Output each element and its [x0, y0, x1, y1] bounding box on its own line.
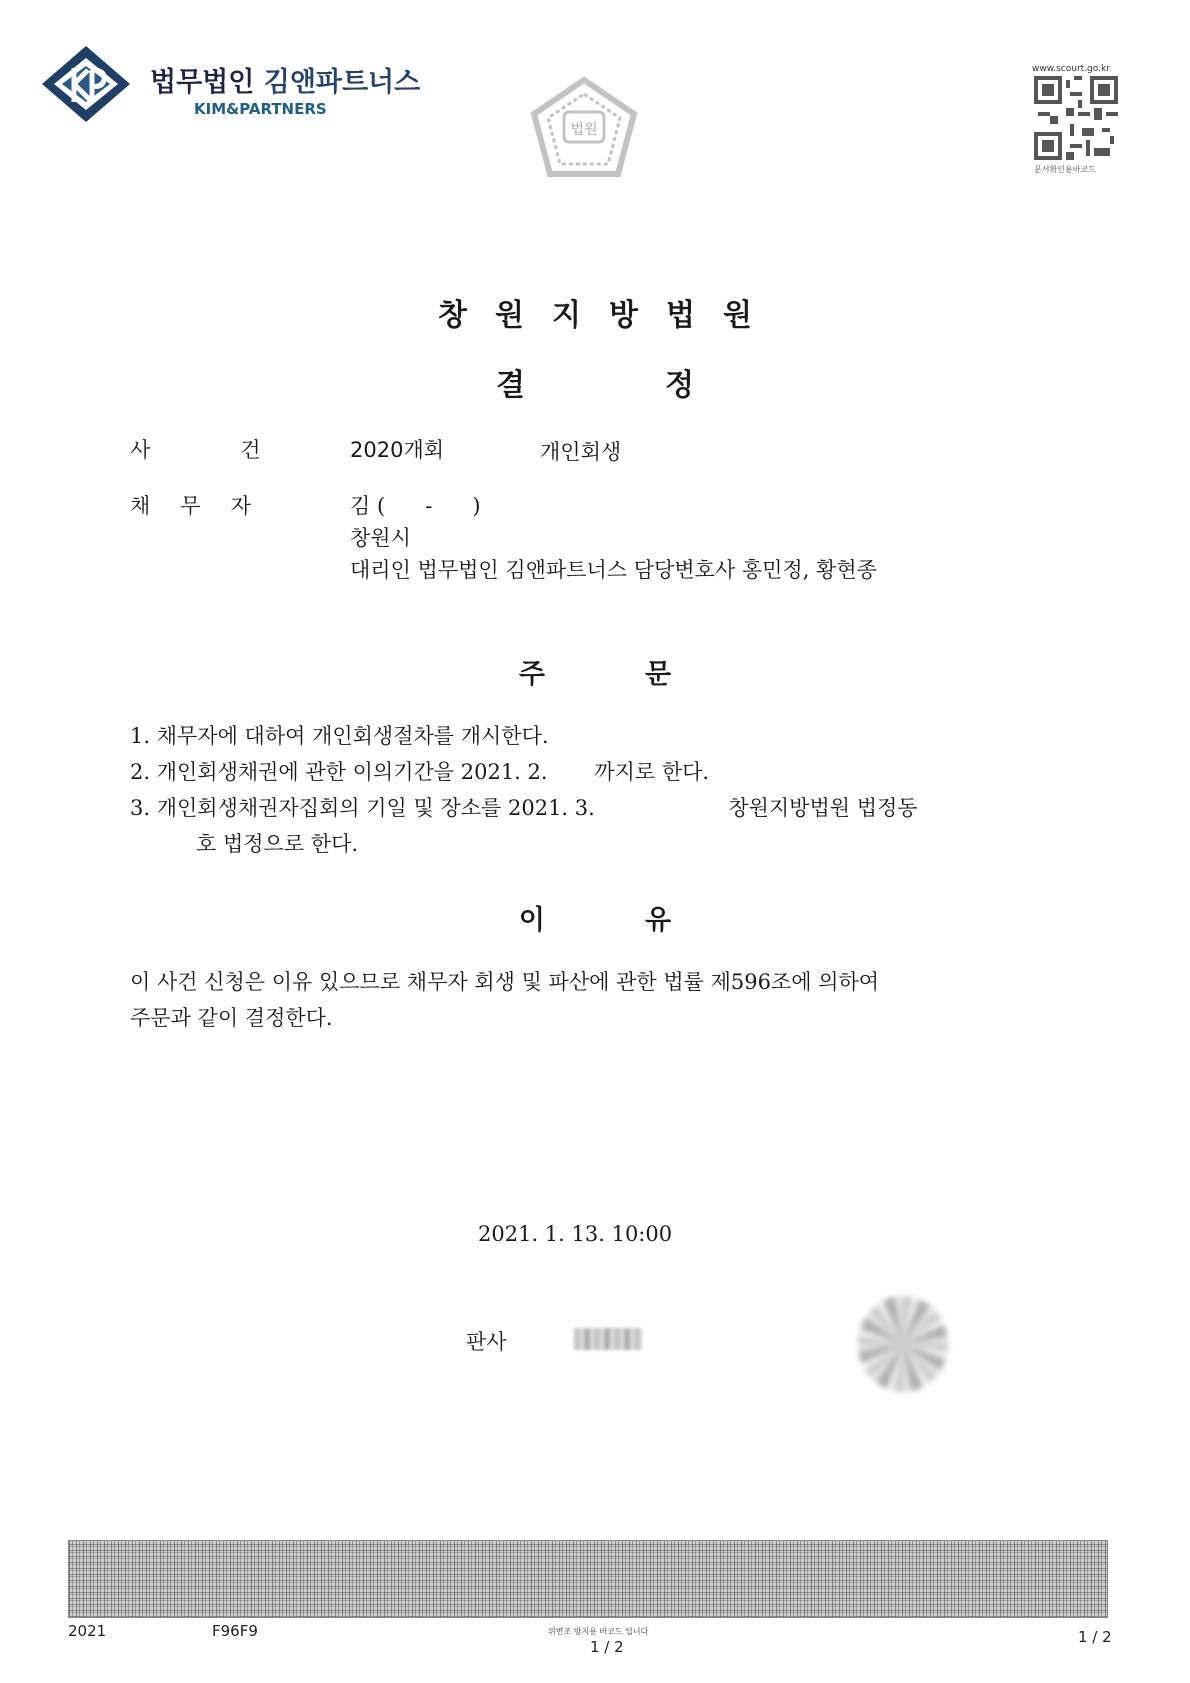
anti-forgery-barcode: [68, 1540, 1108, 1618]
debtor-agent: 대리인 법무법인 김앤파트너스 담당변호사 홍민정, 황현종: [350, 558, 877, 582]
order-item-2: 2. 개인회생채권에 관한 이의기간을 2021. 2. 까지로 한다.: [130, 760, 710, 784]
document-title: 결정: [496, 368, 834, 403]
law-firm-prefix: 법무법인: [150, 67, 255, 98]
case-label-last-char: 건: [240, 438, 261, 462]
verification-url: www.scourt.go.kr: [1032, 64, 1110, 74]
footer-document-code: F96F9: [212, 1622, 258, 1640]
order-item-3: 3. 개인회생채권자집회의 기일 및 장소를 2021. 3. 창원지방법원 법정동: [130, 796, 918, 820]
footer-page-number: 1 / 2: [1078, 1628, 1112, 1646]
reason-line-2: 주문과 같이 결정한다.: [130, 1006, 333, 1030]
law-firm-name-english: KIM&PARTNERS: [194, 100, 327, 118]
law-firm-brand: 김앤파트너스: [263, 67, 421, 98]
reason-title: 이유: [518, 905, 772, 936]
case-label-first-char: 사: [130, 438, 181, 462]
seal-text: 법원: [570, 122, 598, 138]
court-emblem-icon: [526, 74, 642, 186]
case-label: [130, 434, 261, 464]
judge-label: 판사: [466, 1330, 507, 1354]
qr-code-icon: [1034, 76, 1118, 160]
debtor-name-line: 김 ( - ): [350, 494, 481, 518]
debtor-address: 창원시: [350, 526, 411, 550]
debtor-label: 채무자: [130, 494, 281, 518]
judge-seal-redacted: [858, 1296, 948, 1392]
footer-barcode-note: 위변조 방지용 바코드 입니다: [548, 1627, 649, 1636]
law-firm-logo-icon: [40, 44, 132, 124]
case-number: 2020개회: [350, 438, 445, 462]
footer-center-page: 1 / 2: [590, 1638, 624, 1656]
order-title: 주문: [518, 659, 772, 690]
footer-case-code: 2021: [68, 1622, 107, 1640]
court-name: 창원지방법원: [438, 298, 780, 333]
judge-name-redacted: [574, 1328, 642, 1350]
case-type: 개인회생: [540, 440, 622, 464]
qr-caption: 문서확인용바코드: [1034, 165, 1096, 174]
decision-datetime: 2021. 1. 13. 10:00: [478, 1222, 673, 1246]
order-item-3-continuation: 호 법정으로 한다.: [196, 832, 359, 856]
order-item-1: 1. 채무자에 대하여 개인회생절차를 개시한다.: [130, 724, 549, 748]
reason-line-1: 이 사건 신청은 이유 있으므로 채무자 회생 및 파산에 관한 법률 제596조에 의하여: [130, 970, 880, 994]
law-firm-name-korean: [150, 60, 420, 99]
